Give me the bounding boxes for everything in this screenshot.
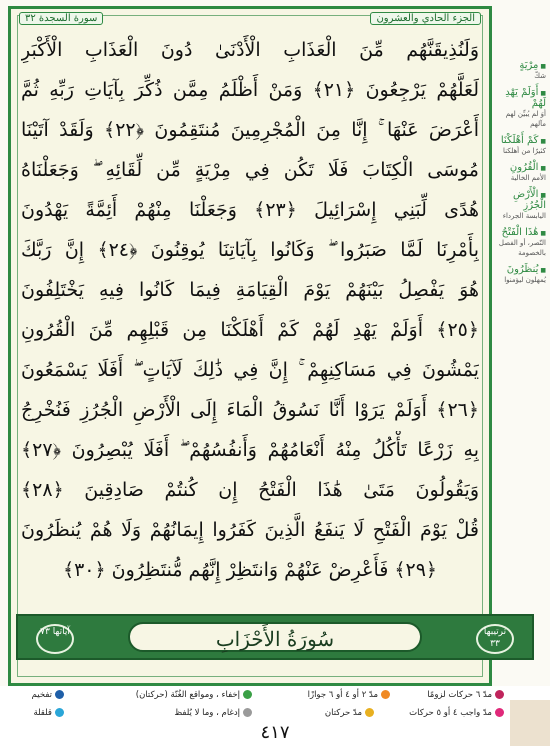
verse-line: بِأَمْرِنَا لَمَّا صَبَرُوا ۖ وَكَانُوا بِآيَاتِنَا يُوقِنُونَ ﴿٢٤﴾ إِنَّ رَبَّكَ [21, 239, 479, 261]
verse-line: ﴿٢٥﴾ أَوَلَمْ يَهْدِ لَهُمْ كَمْ أَهْلَكْنَا مِن قَبْلِهِم مِّنَ الْقُرُونِ [21, 319, 479, 341]
legend-item: إخفاء ، ومواقع الغُنّة (حركتان) [136, 690, 252, 700]
verse-line: يَمْشُونَ فِي مَسَاكِنِهِمْ ۚ إِنَّ فِي ذَٰلِكَ لَآيَاتٍ ۖ أَفَلَا يَسْمَعُونَ [21, 359, 479, 381]
glossary-meaning: الأمم الخالية [510, 174, 546, 182]
verse-line: هُدًى لِّبَنِي إِسْرَائِيلَ ﴿٢٣﴾ وَجَعَلْنَا مِنْهُمْ أَئِمَّةً يَهْدُونَ [21, 199, 479, 221]
glossary-word: ■ مِرْيَةٍ [496, 60, 546, 71]
verse-line: ﴿٢٦﴾ أَوَلَمْ يَرَوْا أَنَّا نَسُوقُ الْمَاءَ إِلَى الْأَرْضِ الْجُرُزِ فَنُخْرِجُ [21, 399, 479, 421]
glossary-word: ■ كَمْ أَهْلَكْنَا [496, 135, 546, 146]
surah-banner [16, 614, 534, 660]
verse-line: لَعَلَّهُمْ يَرْجِعُونَ ﴿٢١﴾ وَمَنْ أَظْلَمُ مِمَّن ذُكِّرَ بِآيَاتِ رَبِّهِ ثُمَّ [21, 79, 479, 101]
glossary-entry [496, 60, 550, 81]
legend-dot [381, 690, 390, 699]
glossary-meaning: يُمهلون ليؤمنوا [504, 276, 546, 284]
glossary-entry [496, 227, 550, 258]
quran-text-frame [8, 6, 492, 686]
glossary-word: ■ هَٰذَا الْفَتْحُ [496, 227, 546, 238]
glossary-meaning: النّصر، أو الفصل بالخصومة [498, 239, 546, 257]
legend-dot [495, 708, 504, 717]
verse-line: ﴿٢٩﴾ فَأَعْرِضْ عَنْهُمْ وَانتَظِرْ إِنَّهُم مُّنتَظِرُونَ ﴿٣٠﴾ [62, 559, 438, 581]
legend-dot [365, 708, 374, 717]
glossary-entry [496, 189, 550, 221]
glossary-word: ■ الْأَرْضِ الْجُرُزِ [496, 189, 546, 211]
page-header [11, 9, 489, 27]
glossary-meaning: شكّ [534, 72, 546, 80]
verse-line: وَيَقُولُونَ مَتَىٰ هَٰذَا الْفَتْحُ إِن كُنتُمْ صَادِقِينَ ﴿٢٨﴾ [21, 479, 479, 501]
legend-dot [55, 708, 64, 717]
verse-lines [21, 31, 479, 616]
legend-dot [243, 690, 252, 699]
legend-dot [243, 708, 252, 717]
glossary-meaning: اليابسة الجرداء [502, 212, 546, 220]
glossary-meaning: كثيرًا من أهلكنا [503, 147, 546, 155]
page-number: ٤١٧ [260, 722, 290, 743]
verse-line: وَلَنُذِيقَنَّهُم مِّنَ الْعَذَابِ الْأَدْنَىٰ دُونَ الْعَذَابِ الْأَكْبَرِ [21, 39, 479, 61]
legend-item: مدّ ٢ أو ٤ أو ٦ جوازًا [308, 690, 390, 700]
legend-item: مدّ حركتان [325, 708, 374, 718]
glossary-entry [496, 87, 550, 129]
legend-item: قلقلة [33, 708, 64, 718]
glossary-entry [496, 162, 550, 183]
glossary-entry [496, 264, 550, 285]
surah-label: سورة السجدة ٣٢ [19, 12, 103, 25]
glossary-meaning: أوَ لم يُبيِّن لهم مآلهم [505, 110, 546, 128]
surah-title: سُورَةُ الأَحْزَابِ [128, 622, 422, 652]
legend-item: تفخيم [32, 690, 64, 700]
verse-line: هُوَ يَفْصِلُ بَيْنَهُمْ يَوْمَ الْقِيَامَةِ فِيمَا كَانُوا فِيهِ يَخْتَلِفُونَ [21, 279, 479, 301]
verse-line: مُوسَى الْكِتَابَ فَلَا تَكُن فِي مِرْيَةٍ مِّن لِّقَائِهِ ۖ وَجَعَلْنَاهُ [21, 159, 479, 181]
glossary-word: ■ يُنظَرُونَ [496, 264, 546, 275]
legend-item: مدّ واجب ٤ أو ٥ حركات [409, 708, 504, 718]
glossary-margin [496, 60, 550, 686]
legend-item: مدّ ٦ حركات لزومًا [427, 690, 504, 700]
verse-line: بِهِ زَرْعًا تَأْكُلُ مِنْهُ أَنْعَامُهُمْ وَأَنفُسُهُمْ ۖ أَفَلَا يُبْصِرُونَ ﴿٢٧﴾ [21, 439, 479, 461]
ayah-count-badge: آياتها ٧٣ [36, 624, 74, 654]
juz-label: الجزء الحادي والعشرون [370, 12, 481, 25]
glossary-word: ■ الْقُرُونِ [496, 162, 546, 173]
glossary-word: ■ أَوَلَمْ يَهْدِ لَهُمْ [496, 87, 546, 109]
page-corner [510, 700, 550, 746]
legend-dot [495, 690, 504, 699]
verse-line: قُلْ يَوْمَ الْفَتْحِ لَا يَنفَعُ الَّذِينَ كَفَرُوا إِيمَانُهُمْ وَلَا هُمْ يُنظَرُونَ [21, 519, 479, 541]
surah-order-badge: ترتيبها ٣٣ [476, 624, 514, 654]
glossary-entry [496, 135, 550, 156]
verse-line: أَعْرَضَ عَنْهَا ۚ إِنَّا مِنَ الْمُجْرِمِينَ مُنتَقِمُونَ ﴿٢٢﴾ وَلَقَدْ آتَيْنَا [21, 119, 479, 141]
legend-dot [55, 690, 64, 699]
legend-item: إدغام ، وما لا يُلفظ [174, 708, 252, 718]
